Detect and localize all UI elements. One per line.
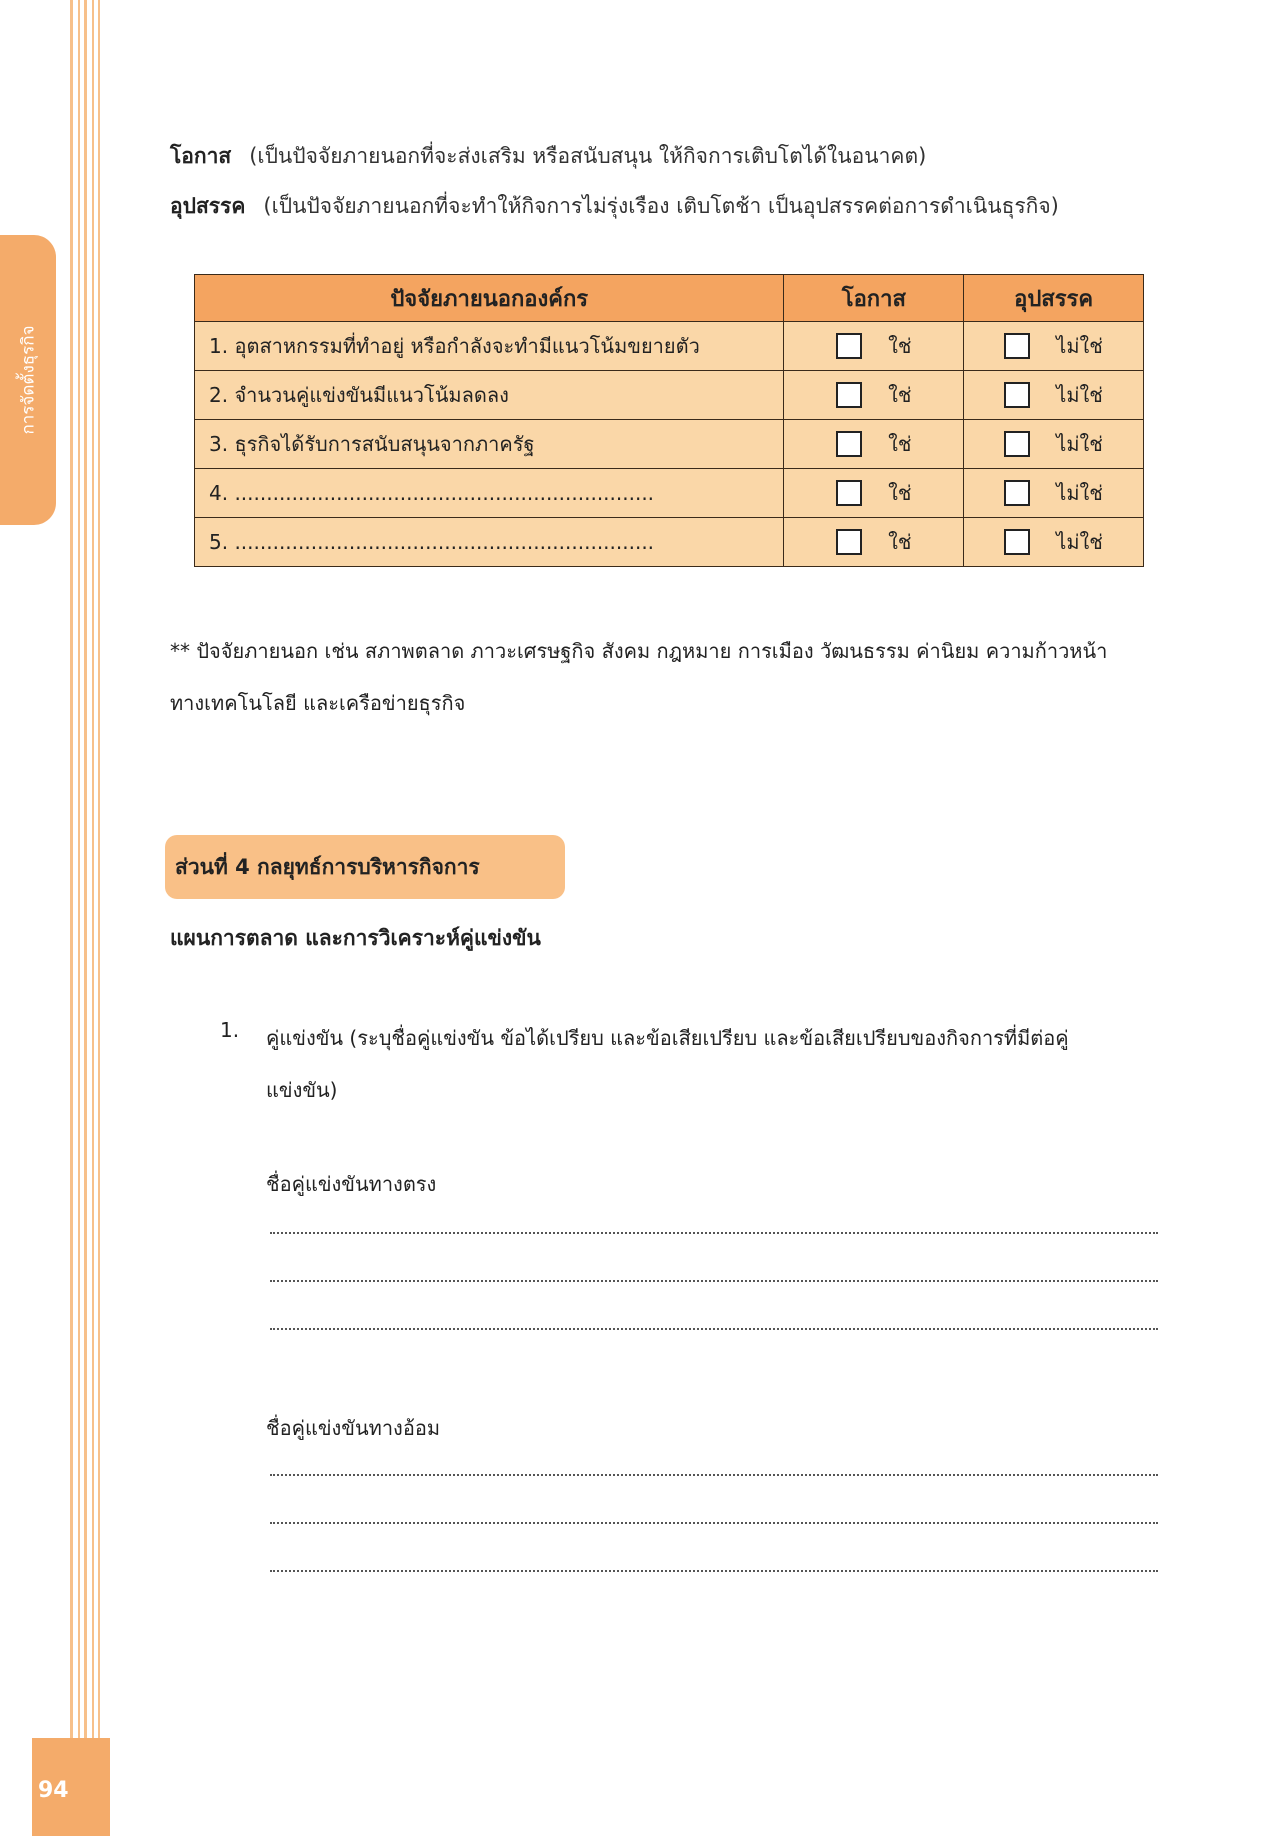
- item-number: 1.: [220, 1018, 240, 1042]
- header-opportunity: โอกาส: [784, 275, 964, 322]
- direct-answer-line[interactable]: [270, 1232, 1158, 1234]
- yes-checkbox[interactable]: [836, 529, 862, 555]
- table-row: [195, 371, 1144, 420]
- indirect-competitor-label: ชื่อคู่แข่งขันทางอ้อม: [266, 1416, 441, 1440]
- external-factors-table: [194, 274, 1144, 567]
- no-label: ไม่ใช่: [1056, 383, 1103, 407]
- opportunity-option: [784, 322, 964, 371]
- yes-checkbox[interactable]: [836, 480, 862, 506]
- yes-label: ใช่: [888, 383, 912, 407]
- indirect-answer-line[interactable]: [270, 1570, 1158, 1572]
- no-label: ไม่ใช่: [1056, 432, 1103, 456]
- no-label: ไม่ใช่: [1056, 481, 1103, 505]
- threat-option: [964, 469, 1144, 518]
- opportunity-option: [784, 420, 964, 469]
- yes-checkbox[interactable]: [836, 382, 862, 408]
- factor-cell: 3. ธุรกิจได้รับการสนับสนุนจากภาครัฐ: [195, 420, 784, 469]
- no-checkbox[interactable]: [1004, 480, 1030, 506]
- external-factors-note: ** ปัจจัยภายนอก เช่น สภาพตลาด ภาวะเศรษฐกิจ สังคม กฎหมาย การเมือง วัฒนธรรม ค่านิยม ความก้าวหน้าทางเทคโนโลยี และเครือข่ายธุรกิจ: [170, 639, 1108, 715]
- section-header: [165, 835, 565, 899]
- definition-threat: [170, 190, 1059, 223]
- decorative-stripe: [78, 0, 80, 1836]
- threat-option: [964, 420, 1144, 469]
- no-checkbox[interactable]: [1004, 382, 1030, 408]
- factor-cell: 1. อุตสาหกรรมที่ทำอยู่ หรือกำลังจะทำมีแนวโน้มขยายตัว: [195, 322, 784, 371]
- yes-checkbox[interactable]: [836, 333, 862, 359]
- indirect-answer-line[interactable]: [270, 1522, 1158, 1524]
- definition-desc: (เป็นปัจจัยภายนอกที่จะทำให้กิจการไม่รุ่งเรือง เติบโตช้า เป็นอุปสรรคต่อการดำเนินธุรกิจ): [263, 194, 1059, 218]
- direct-answer-line[interactable]: [270, 1328, 1158, 1330]
- direct-competitor-label: ชื่อคู่แข่งขันทางตรง: [266, 1172, 437, 1196]
- section-title: ส่วนที่ 4 กลยุทธ์การบริหารกิจการ: [175, 854, 480, 879]
- yes-label: ใช่: [888, 481, 912, 505]
- opportunity-option: [784, 518, 964, 567]
- definition-term: อุปสรรค: [170, 194, 246, 218]
- yes-label: ใช่: [888, 334, 912, 358]
- table-row: [195, 469, 1144, 518]
- decorative-stripe: [92, 0, 94, 1836]
- table-row: [195, 518, 1144, 567]
- no-checkbox[interactable]: [1004, 431, 1030, 457]
- table-row: [195, 322, 1144, 371]
- sub-title: แผนการตลาด และการวิเคราะห์คู่แข่งขัน: [170, 926, 541, 950]
- no-checkbox[interactable]: [1004, 333, 1030, 359]
- yes-label: ใช่: [888, 432, 912, 456]
- decorative-stripe: [84, 0, 87, 1836]
- no-label: ไม่ใช่: [1056, 334, 1103, 358]
- factor-cell: 2. จำนวนคู่แข่งขันมีแนวโน้มลดลง: [195, 371, 784, 420]
- threat-option: [964, 322, 1144, 371]
- header-threat: อุปสรรค: [964, 275, 1144, 322]
- opportunity-option: [784, 469, 964, 518]
- direct-answer-line[interactable]: [270, 1280, 1158, 1282]
- item-text: คู่แข่งขัน (ระบุชื่อคู่แข่งขัน ข้อได้เปรียบ และข้อเสียเปรียบ และข้อเสียเปรียบของกิจการที่มีต่อคู่แข่งขัน): [266, 1026, 1069, 1102]
- threat-option: [964, 518, 1144, 567]
- opportunity-option: [784, 371, 964, 420]
- chapter-side-tab: [0, 235, 56, 525]
- indirect-answer-line[interactable]: [270, 1474, 1158, 1476]
- chapter-side-label: การจัดตั้งธุรกิจ: [18, 325, 39, 435]
- factor-cell: 5. ..................................................................: [195, 518, 784, 567]
- decorative-stripe: [98, 0, 100, 1836]
- threat-option: [964, 371, 1144, 420]
- page-number: 94: [32, 1738, 110, 1836]
- factor-cell: 4. ..................................................................: [195, 469, 784, 518]
- yes-label: ใช่: [888, 530, 912, 554]
- definition-opportunity: [170, 140, 926, 173]
- definition-term: โอกาส: [170, 144, 232, 168]
- header-factor: ปัจจัยภายนอกองค์กร: [195, 275, 784, 322]
- no-checkbox[interactable]: [1004, 529, 1030, 555]
- table-row: [195, 420, 1144, 469]
- decorative-stripe: [70, 0, 73, 1836]
- yes-checkbox[interactable]: [836, 431, 862, 457]
- definition-desc: (เป็นปัจจัยภายนอกที่จะส่งเสริม หรือสนับสนุน ให้กิจการเติบโตได้ในอนาคต): [249, 144, 927, 168]
- table-header-row: [195, 275, 1144, 322]
- no-label: ไม่ใช่: [1056, 530, 1103, 554]
